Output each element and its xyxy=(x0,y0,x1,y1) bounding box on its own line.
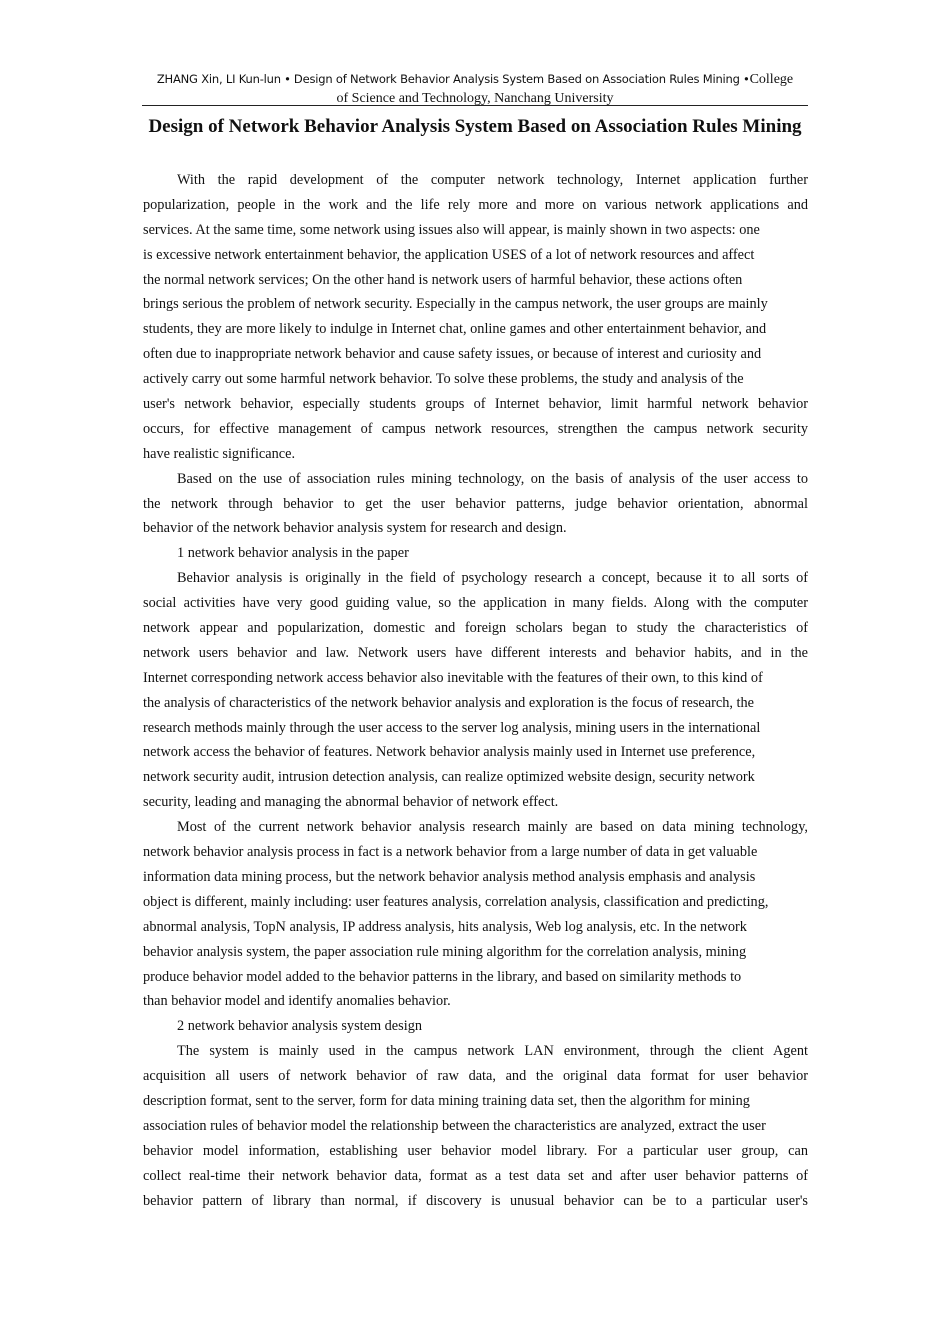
paragraph-first-line: With the rapid development of the computer network technology, Internet application further xyxy=(177,172,808,188)
paragraph-first-line: Based on the use of association rules mining technology, on the basis of analysis of the user access to xyxy=(177,470,808,487)
text-line: brings serious the problem of network security. Especially in the campus network, the user groups are mainly xyxy=(143,296,768,313)
text-line: the normal network services; On the other hand is network users of harmful behavior, these actions often xyxy=(143,271,743,288)
text-line: often due to inappropriate network behavior and cause safety issues, or because of interest and curiosity and xyxy=(143,346,762,363)
running-head xyxy=(142,70,808,108)
text-line: network access the behavior of features. Network behavior analysis mainly used in Internet use preference, xyxy=(143,744,756,761)
text-line: research methods mainly through the user access to the server log analysis, mining users in the international xyxy=(143,719,761,736)
text-line: user's network behavior, especially students groups of Internet behavior, limit harmful network behavior xyxy=(143,396,808,413)
text-line: services. At the same time, some network using issues also will appear, is mainly shown in two aspects: one xyxy=(143,221,760,238)
text-line: behavior analysis system, the paper association rule mining algorithm for the correlation analysis, mining xyxy=(143,943,747,960)
text-line: Internet corresponding network access behavior also inevitable with the features of their own, to this kind of xyxy=(143,669,763,686)
paragraph-first-line: The system is mainly used in the campus network LAN environment, through the client Agent xyxy=(177,1043,808,1060)
text-line: the network through behavior to get the user behavior patterns, judge behavior orientation, abnormal xyxy=(143,495,808,512)
separator-dot: • xyxy=(742,72,750,86)
body-text xyxy=(143,168,808,1213)
text-line: network security audit, intrusion detection analysis, can realize optimized website design, security network xyxy=(143,769,755,786)
running-head-paper-title: Design of Network Behavior Analysis System Based on Association Rules Mining xyxy=(293,72,740,86)
text-line: produce behavior model added to the behavior patterns in the library, and based on similarity methods to xyxy=(143,968,742,985)
text-line: have realistic significance. xyxy=(143,445,296,462)
paper-title: Design of Network Behavior Analysis System Based on Association Rules Mining xyxy=(148,116,802,137)
header-divider xyxy=(142,105,808,106)
text-line: object is different, mainly including: user features analysis, correlation analysis, classification and predicting, xyxy=(143,893,769,910)
text-line: abnormal analysis, TopN analysis, IP address analysis, hits analysis, Web log analysis, etc. In the network xyxy=(143,918,747,935)
text-line: behavior pattern of library than normal, if discovery is unusual behavior can be to a particular user's xyxy=(143,1192,808,1209)
separator-dot: • xyxy=(284,72,291,86)
text-line: behavior of the network behavior analysis system for research and design. xyxy=(143,520,567,537)
text-line: actively carry out some harmful network behavior. To solve these problems, the study and analysis of the xyxy=(143,371,744,388)
text-line: collect real-time their network behavior data, format as a test data set and after user behavior patterns of xyxy=(143,1167,808,1184)
running-head-authors: ZHANG Xin, LI Kun-lun xyxy=(156,72,281,86)
text-line: social activities have very good guiding value, so the application in many fields. Along with the computer xyxy=(143,595,808,612)
paragraph-first-line: Most of the current network behavior analysis research mainly are based on data mining technology, xyxy=(177,819,808,836)
text-line: behavior model information, establishing user behavior model library. For a particular user group, can xyxy=(143,1142,808,1159)
paragraph-first-line: Behavior analysis is originally in the field of psychology research a concept, because it to all sorts of xyxy=(177,570,808,587)
text-line: description format, sent to the server, form for data mining training data set, then the algorithm for mining xyxy=(143,1092,750,1109)
text-line: is excessive network entertainment behavior, the application USES of a lot of network resources and affect xyxy=(143,246,755,263)
text-line: security, leading and managing the abnormal behavior of network effect. xyxy=(143,794,559,811)
text-line: information data mining process, but the network behavior analysis method analysis emphasis and analysis xyxy=(143,868,756,885)
text-line: popularization, people in the work and the life rely more and more on various network applications and xyxy=(143,196,808,213)
text-line: acquisition all users of network behavior of raw data, and the original data format for user behavior xyxy=(143,1068,808,1085)
text-line: network users behavior and law. Network users have different interests and behavior habits, and in the xyxy=(143,644,808,661)
text-line: association rules of behavior model the relationship between the characteristics are analyzed, extract the user xyxy=(143,1117,766,1134)
text-line: network appear and popularization, domestic and foreign scholars began to study the characteristics of xyxy=(143,620,808,637)
text-line: network behavior analysis process in fact is a network behavior from a large number of data in get valuable xyxy=(143,844,758,861)
text-line: occurs, for effective management of campus network resources, strengthen the campus network security xyxy=(143,420,808,437)
running-head-affiliation-2: of Science and Technology, Nanchang University xyxy=(336,91,614,106)
running-head-affiliation-1: College xyxy=(749,72,794,87)
text-line: students, they are more likely to indulge in Internet chat, online games and other entertainment behavior, and xyxy=(143,321,767,338)
text-line: than behavior model and identify anomalies behavior. xyxy=(143,993,451,1010)
paragraph-first-line: 2 network behavior analysis system design xyxy=(177,1018,422,1035)
paragraph-first-line: 1 network behavior analysis in the paper xyxy=(177,545,409,562)
text-line: the analysis of characteristics of the network behavior analysis and exploration is the focus of research, the xyxy=(143,694,754,711)
